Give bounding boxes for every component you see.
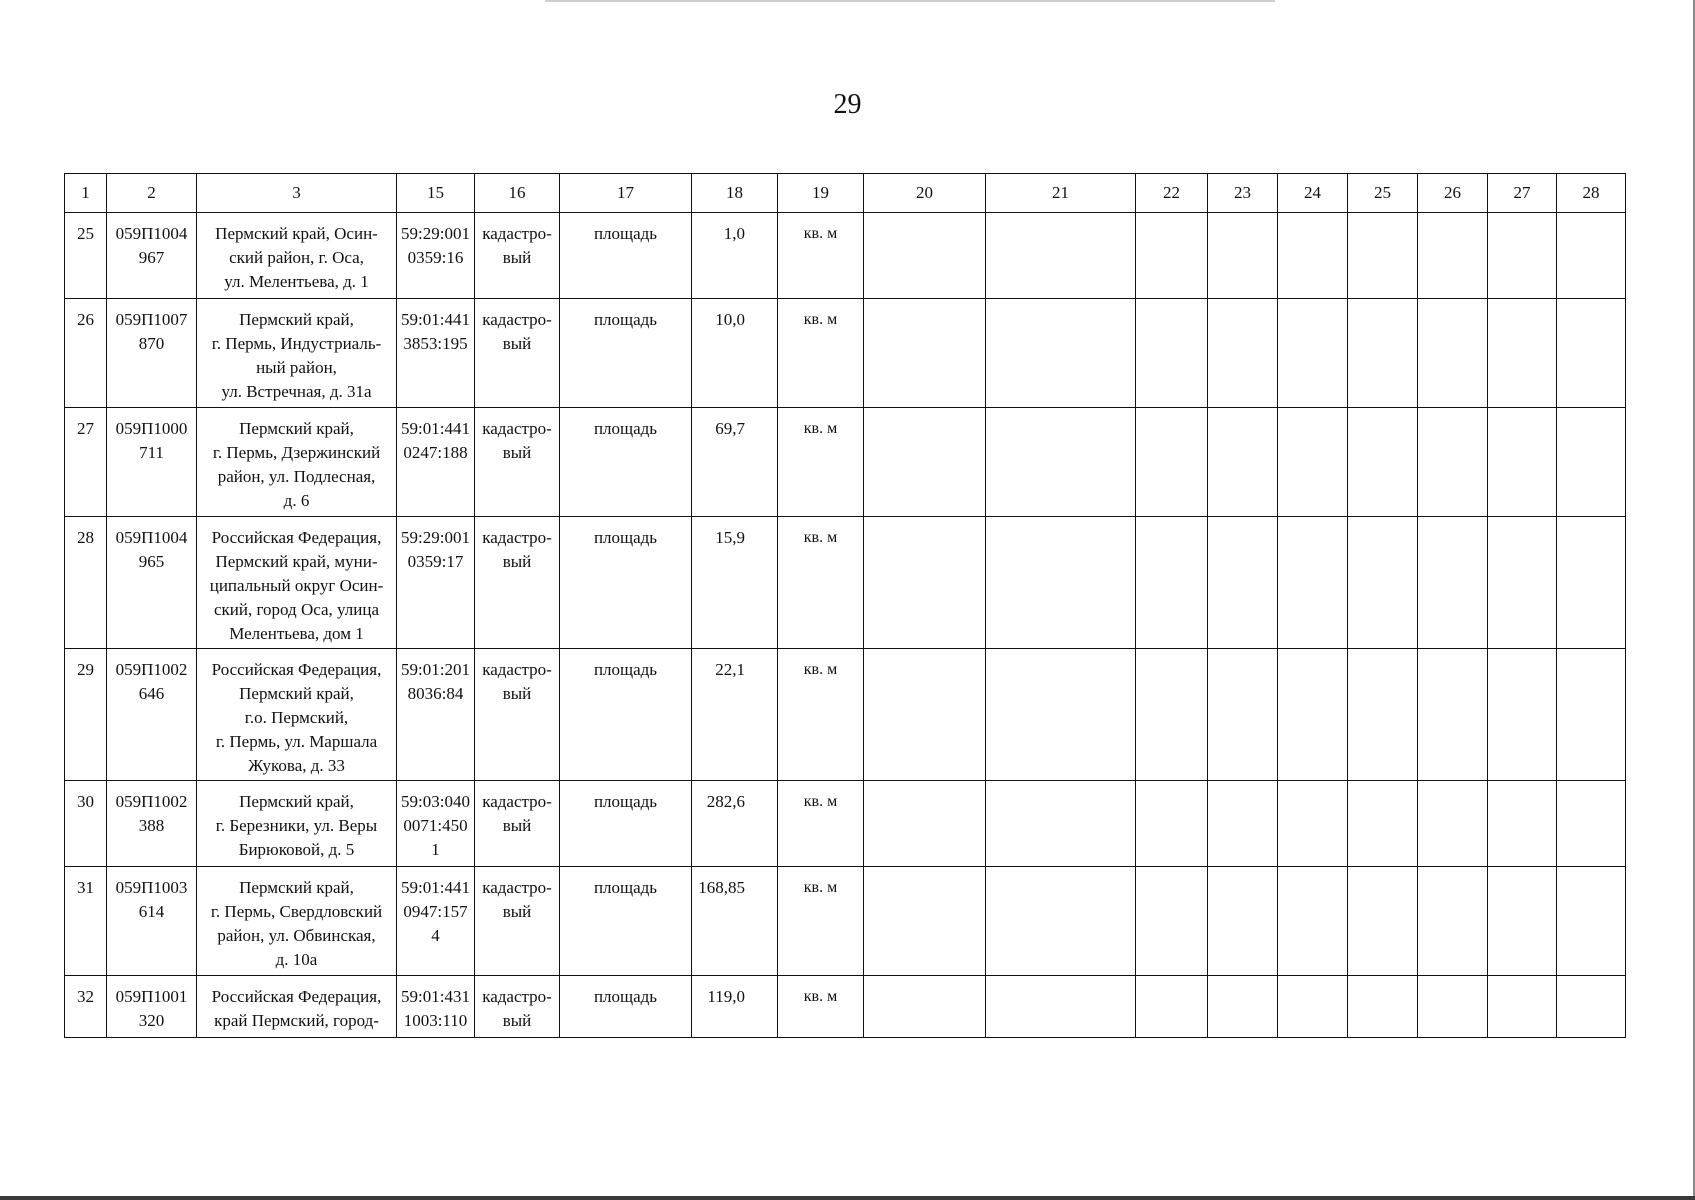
address: Российская Федерация, Пермский край, г.о. Пермский, г. Пермь, ул. Маршала Жукова, д. 33: [211, 660, 382, 775]
parameter-value: 22,1: [715, 660, 745, 679]
empty-cell-col-24: [1278, 517, 1348, 649]
cadastral-number: 59:01:441 3853:195: [401, 310, 470, 353]
scan-edge-top: [545, 0, 1275, 2]
parameter-name-cell: [560, 867, 692, 976]
empty-cell-col-25: [1348, 213, 1418, 299]
empty-cell-col-26: [1418, 408, 1488, 517]
row-number-cell: [65, 649, 107, 781]
address: Пермский край, г. Пермь, Индустриаль- ный район, ул. Встречная, д. 31а: [211, 310, 382, 401]
empty-cell-col-25: [1348, 867, 1418, 976]
empty-cell-col-25: [1348, 408, 1418, 517]
parameter-name: площадь: [593, 419, 658, 438]
parameter-value-cell: [692, 408, 778, 517]
parameter-value-cell: [692, 517, 778, 649]
cadastral-number: 59:01:441 0247:188: [401, 419, 470, 462]
empty-cell-col-26: [1418, 649, 1488, 781]
empty-cell-col-23: [1208, 781, 1278, 867]
empty-cell-col-25: [1348, 299, 1418, 408]
empty-cell-col-26: [1418, 517, 1488, 649]
parameter-value: 168,85: [698, 878, 745, 897]
empty-cell-col-22: [1136, 649, 1208, 781]
empty-cell-col-22: [1136, 299, 1208, 408]
header-cell-col-2: 2: [107, 174, 197, 213]
unit: кв. м: [803, 225, 838, 242]
empty-cell-col-23: [1208, 517, 1278, 649]
record-code-cell: [107, 517, 197, 649]
address-cell: [197, 517, 397, 649]
cadastral-number: 59:03:040 0071:450 1: [401, 792, 470, 859]
number-type-cell: [475, 517, 560, 649]
empty-cell-col-28: [1557, 517, 1626, 649]
empty-cell-col-21: [986, 517, 1136, 649]
parameter-name: площадь: [593, 792, 658, 811]
number-type-cell: [475, 649, 560, 781]
number-type-cell: [475, 213, 560, 299]
empty-cell-col-21: [986, 649, 1136, 781]
parameter-value-cell: [692, 213, 778, 299]
number-type-cell: [475, 781, 560, 867]
cadastral-number: 59:01:201 8036:84: [401, 660, 470, 703]
table-row: [65, 408, 1626, 517]
header-cell-col-24: 24: [1278, 174, 1348, 213]
empty-cell-col-20: [864, 213, 986, 299]
empty-cell-col-22: [1136, 213, 1208, 299]
address: Пермский край, Осин- ский район, г. Оса, ул. Мелентьева, д. 1: [215, 224, 378, 291]
table-row: [65, 517, 1626, 649]
row-number: 29: [77, 660, 94, 679]
record-code: 059П1007 870: [115, 310, 188, 353]
table-row: [65, 976, 1626, 1038]
empty-cell-col-20: [864, 408, 986, 517]
empty-cell-col-26: [1418, 781, 1488, 867]
empty-cell-col-25: [1348, 976, 1418, 1038]
number-type-cell: [475, 299, 560, 408]
empty-cell-col-24: [1278, 213, 1348, 299]
parameter-name-cell: [560, 781, 692, 867]
header-cell-col-23: 23: [1208, 174, 1278, 213]
empty-cell-col-28: [1557, 408, 1626, 517]
empty-cell-col-20: [864, 781, 986, 867]
empty-cell-col-21: [986, 976, 1136, 1038]
address: Пермский край, г. Пермь, Дзержинский район, ул. Подлесная, д. 6: [212, 419, 381, 510]
number-type: кадастро- вый: [482, 660, 552, 703]
row-number: 26: [77, 310, 94, 329]
scan-edge-bottom: [0, 1196, 1695, 1200]
unit: кв. м: [803, 420, 838, 437]
header-cell-col-25: 25: [1348, 174, 1418, 213]
cadastral-number: 59:01:431 1003:110: [401, 987, 470, 1030]
empty-cell-col-26: [1418, 213, 1488, 299]
parameter-name: площадь: [593, 987, 658, 1006]
register-table-body: [65, 174, 1626, 1038]
unit: кв. м: [803, 661, 838, 678]
empty-cell-col-22: [1136, 781, 1208, 867]
cadastral-number-cell: [397, 213, 475, 299]
record-code-cell: [107, 213, 197, 299]
address-cell: [197, 299, 397, 408]
header-cell-col-19: 19: [778, 174, 864, 213]
record-code-cell: [107, 299, 197, 408]
unit: кв. м: [803, 529, 838, 546]
record-code: 059П1004 967: [115, 224, 188, 267]
row-number: 31: [77, 878, 94, 897]
parameter-value-cell: [692, 976, 778, 1038]
header-cell-col-18: 18: [692, 174, 778, 213]
header-cell-col-17: 17: [560, 174, 692, 213]
row-number: 32: [77, 987, 94, 1006]
header-cell-col-21: 21: [986, 174, 1136, 213]
header-cell-col-20: 20: [864, 174, 986, 213]
empty-cell-col-27: [1488, 408, 1557, 517]
empty-cell-col-28: [1557, 299, 1626, 408]
row-number-cell: [65, 299, 107, 408]
empty-cell-col-20: [864, 867, 986, 976]
parameter-name: площадь: [593, 528, 658, 547]
empty-cell-col-27: [1488, 867, 1557, 976]
empty-cell-col-24: [1278, 867, 1348, 976]
cadastral-number-cell: [397, 517, 475, 649]
record-code: 059П1003 614: [115, 878, 188, 921]
record-code: 059П1002 646: [115, 660, 188, 703]
number-type: кадастро- вый: [482, 419, 552, 462]
table-row: [65, 649, 1626, 781]
parameter-value-cell: [692, 781, 778, 867]
empty-cell-col-26: [1418, 299, 1488, 408]
empty-cell-col-20: [864, 976, 986, 1038]
parameter-value: 1,0: [723, 224, 745, 243]
header-cell-col-16: 16: [475, 174, 560, 213]
row-number-cell: [65, 213, 107, 299]
header-cell-col-1: 1: [65, 174, 107, 213]
cadastral-number-cell: [397, 976, 475, 1038]
address-cell: [197, 649, 397, 781]
empty-cell-col-26: [1418, 867, 1488, 976]
cadastral-number: 59:29:001 0359:17: [401, 528, 470, 571]
table-row: [65, 781, 1626, 867]
empty-cell-col-23: [1208, 867, 1278, 976]
parameter-name-cell: [560, 408, 692, 517]
parameter-name: площадь: [593, 224, 658, 243]
empty-cell-col-23: [1208, 299, 1278, 408]
cadastral-number-cell: [397, 781, 475, 867]
record-code: 059П1000 711: [115, 419, 188, 462]
address: Пермский край, г. Березники, ул. Веры Бирюковой, д. 5: [215, 792, 378, 859]
empty-cell-col-27: [1488, 781, 1557, 867]
parameter-name-cell: [560, 213, 692, 299]
parameter-value: 69,7: [715, 419, 745, 438]
record-code-cell: [107, 781, 197, 867]
empty-cell-col-27: [1488, 649, 1557, 781]
empty-cell-col-20: [864, 649, 986, 781]
row-number-cell: [65, 408, 107, 517]
row-number: 25: [77, 224, 94, 243]
parameter-name: площадь: [593, 878, 658, 897]
cadastral-number-cell: [397, 408, 475, 517]
unit: кв. м: [803, 311, 838, 328]
unit-cell: [778, 976, 864, 1038]
number-type: кадастро- вый: [482, 528, 552, 571]
empty-cell-col-22: [1136, 867, 1208, 976]
table-row: [65, 213, 1626, 299]
empty-cell-col-22: [1136, 408, 1208, 517]
number-type: кадастро- вый: [482, 224, 552, 267]
record-code-cell: [107, 408, 197, 517]
unit-cell: [778, 781, 864, 867]
row-number-cell: [65, 976, 107, 1038]
header-cell-col-15: 15: [397, 174, 475, 213]
address-cell: [197, 213, 397, 299]
parameter-value: 119,0: [707, 987, 745, 1006]
cadastral-number-cell: [397, 649, 475, 781]
address: Российская Федерация, край Пермский, город-: [211, 987, 382, 1030]
parameter-value-cell: [692, 867, 778, 976]
parameter-name: площадь: [593, 310, 658, 329]
unit-cell: [778, 299, 864, 408]
empty-cell-col-24: [1278, 781, 1348, 867]
page-number: 29: [833, 89, 862, 120]
row-number: 27: [77, 419, 94, 438]
empty-cell-col-24: [1278, 649, 1348, 781]
empty-cell-col-20: [864, 299, 986, 408]
number-type-cell: [475, 408, 560, 517]
empty-cell-col-27: [1488, 517, 1557, 649]
empty-cell-col-24: [1278, 408, 1348, 517]
unit-cell: [778, 213, 864, 299]
empty-cell-col-28: [1557, 976, 1626, 1038]
parameter-name-cell: [560, 517, 692, 649]
header-cell-col-3: 3: [197, 174, 397, 213]
empty-cell-col-21: [986, 781, 1136, 867]
header-cell-col-26: 26: [1418, 174, 1488, 213]
record-code: 059П1001 320: [115, 987, 188, 1030]
parameter-name-cell: [560, 299, 692, 408]
address: Пермский край, г. Пермь, Свердловский район, ул. Обвинская, д. 10а: [210, 878, 383, 969]
empty-cell-col-22: [1136, 976, 1208, 1038]
row-number-cell: [65, 781, 107, 867]
number-type: кадастро- вый: [482, 878, 552, 921]
address-cell: [197, 781, 397, 867]
empty-cell-col-21: [986, 299, 1136, 408]
empty-cell-col-21: [986, 408, 1136, 517]
unit-cell: [778, 517, 864, 649]
empty-cell-col-25: [1348, 649, 1418, 781]
record-code: 059П1002 388: [115, 792, 188, 835]
unit-cell: [778, 649, 864, 781]
unit: кв. м: [803, 879, 838, 896]
parameter-value: 10,0: [715, 310, 745, 329]
empty-cell-col-27: [1488, 213, 1557, 299]
record-code: 059П1004 965: [115, 528, 188, 571]
row-number: 28: [77, 528, 94, 547]
empty-cell-col-28: [1557, 781, 1626, 867]
empty-cell-col-28: [1557, 867, 1626, 976]
number-type-cell: [475, 867, 560, 976]
address: Российская Федерация, Пермский край, муни- ципальный округ Осин- ский, город Оса, улица Мелентьева, дом 1: [209, 528, 384, 643]
table-row: [65, 867, 1626, 976]
record-code-cell: [107, 867, 197, 976]
empty-cell-col-27: [1488, 976, 1557, 1038]
empty-cell-col-21: [986, 867, 1136, 976]
empty-cell-col-27: [1488, 299, 1557, 408]
empty-cell-col-25: [1348, 781, 1418, 867]
address-cell: [197, 408, 397, 517]
empty-cell-col-24: [1278, 299, 1348, 408]
empty-cell-col-23: [1208, 213, 1278, 299]
parameter-value: 282,6: [706, 792, 745, 811]
empty-cell-col-23: [1208, 976, 1278, 1038]
unit: кв. м: [803, 793, 838, 810]
empty-cell-col-20: [864, 517, 986, 649]
parameter-value-cell: [692, 299, 778, 408]
number-type: кадастро- вый: [482, 310, 552, 353]
cadastral-number: 59:01:441 0947:157 4: [401, 878, 470, 945]
cadastral-number-cell: [397, 299, 475, 408]
address-cell: [197, 867, 397, 976]
row-number: 30: [77, 792, 94, 811]
record-code-cell: [107, 976, 197, 1038]
number-type: кадастро- вый: [482, 792, 552, 835]
register-table: [64, 173, 1626, 1038]
header-cell-col-27: 27: [1488, 174, 1557, 213]
empty-cell-col-28: [1557, 213, 1626, 299]
parameter-name: площадь: [593, 660, 658, 679]
parameter-name-cell: [560, 649, 692, 781]
unit-cell: [778, 408, 864, 517]
header-cell-col-22: 22: [1136, 174, 1208, 213]
table-row: [65, 299, 1626, 408]
number-type-cell: [475, 976, 560, 1038]
empty-cell-col-23: [1208, 649, 1278, 781]
row-number-cell: [65, 867, 107, 976]
number-type: кадастро- вый: [482, 987, 552, 1030]
address-cell: [197, 976, 397, 1038]
cadastral-number-cell: [397, 867, 475, 976]
cadastral-number: 59:29:001 0359:16: [401, 224, 470, 267]
empty-cell-col-24: [1278, 976, 1348, 1038]
empty-cell-col-26: [1418, 976, 1488, 1038]
unit-cell: [778, 867, 864, 976]
empty-cell-col-28: [1557, 649, 1626, 781]
empty-cell-col-25: [1348, 517, 1418, 649]
unit: кв. м: [803, 988, 838, 1005]
header-cell-col-28: 28: [1557, 174, 1626, 213]
parameter-name-cell: [560, 976, 692, 1038]
empty-cell-col-23: [1208, 408, 1278, 517]
parameter-value: 15,9: [715, 528, 745, 547]
parameter-value-cell: [692, 649, 778, 781]
empty-cell-col-22: [1136, 517, 1208, 649]
empty-cell-col-21: [986, 213, 1136, 299]
record-code-cell: [107, 649, 197, 781]
row-number-cell: [65, 517, 107, 649]
header-row: [65, 174, 1626, 213]
